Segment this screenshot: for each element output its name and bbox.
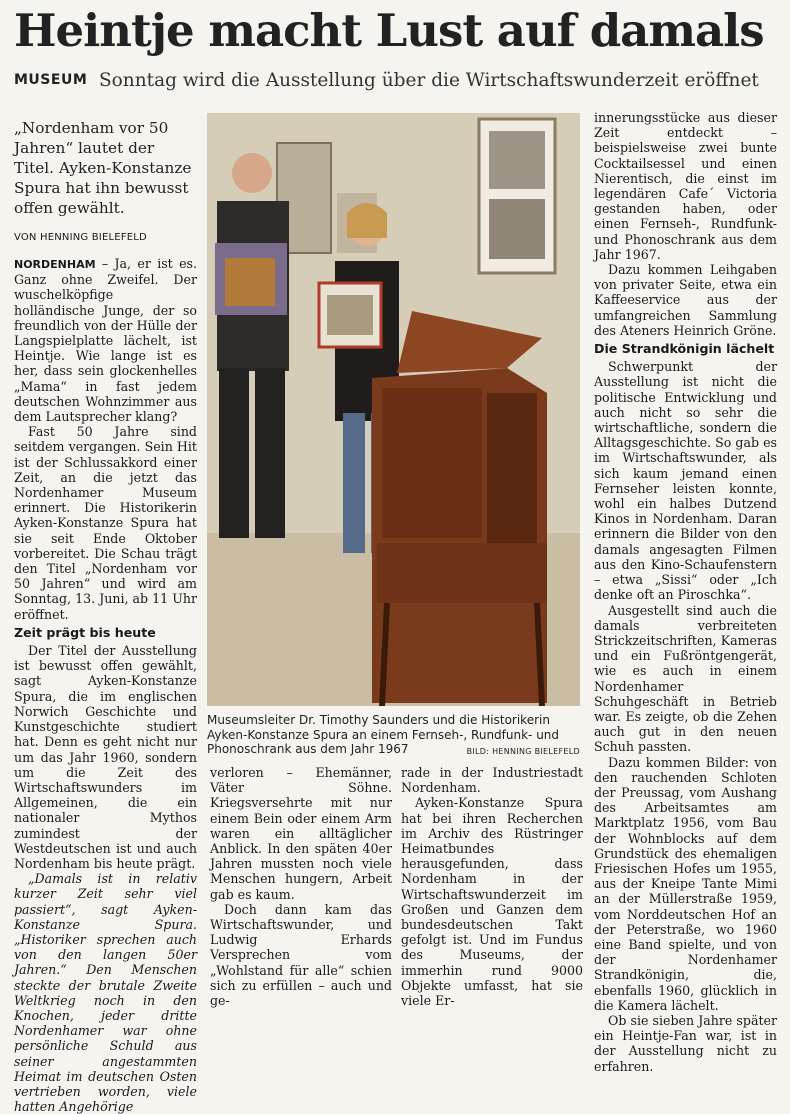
article-photo xyxy=(207,113,580,706)
dateline: NORDENHAM xyxy=(14,258,96,271)
paragraph: Der Titel der Ausstellung ist bewusst offen gewählt, sagt Ayken-Konstanze Spura, die im englischen Norwich Geschichte und Kunstgeschichte studiert hat. Denn es geht nicht nur um das Jahr 1960, sondern um die Zeit des Wirtschaftswunders im Allgemeinen, die ein nationaler Mythos zumindest der Westdeutschen ist und auch Nordenham bis heute prägt. xyxy=(14,643,197,871)
photo-caption xyxy=(207,713,580,760)
paragraph: rade in der Industriestadt Nordenham. xyxy=(401,765,583,796)
subheading: Zeit prägt bis heute xyxy=(14,624,156,640)
article-column-3 xyxy=(401,765,583,1008)
paragraph: Ausgestellt sind auch die damals verbreiteten Strickzeitschriften, Kameras und ein Fußröntgengerät, wie es auch in einem Nordenhamer Schuhgeschäft in Betrieb war. Es zeigte, ob die Zehen auch gut in den neuen Schuh passten. xyxy=(594,602,777,755)
paragraph: verloren – Ehemänner, Väter Söhne. Kriegsversehrte mit nur einem Bein oder einem Arm waren ein alltäglicher Anblick. In den späten 40er Jahren mussten noch viele Menschen hungern, Arbeit gab es kaum. xyxy=(210,765,392,902)
section-kicker: MUSEUM xyxy=(14,72,88,88)
paragraph: Ayken-Konstanze Spura hat bei ihren Recherchen im Archiv des Rüstringer Heimatbundes herausgefunden, dass Nordenham in der Wirtschaftswunderzeit im Großen und Ganzen dem bundesdeutschen Takt gefolgt ist. Und im Fundus des Museums, der immerhin rund 9000 Objekte umfasst, hat sie viele Er- xyxy=(401,795,583,1009)
subheading: Die Strandkönigin lächelt xyxy=(594,341,775,357)
byline: VON HENNING BIELEFELD xyxy=(14,232,147,243)
paragraph: Dazu kommen Leihgaben von privater Seite, etwa ein Kaffeeservice aus der umfangreichen Sammlung des Ateners Heinrich Gröne. xyxy=(594,262,777,338)
paragraph: Doch dann kam das Wirtschaftswunder, und Ludwig Erhards Versprechen vom „Wohlstand für alle“ schien sich zu erfüllen – auch und ge- xyxy=(210,901,392,1009)
paragraph: Schwerpunkt der Ausstellung ist nicht die politische Entwicklung und auch nicht so sehr die wirtschaftliche, sondern die Alltagsgeschichte. So gab es im Wirtschaftswunder, als sich kaum jemand einen Fernseher leisten konnte, wohl ein halbes Dutzend Kinos in Nordenham. Daran erinnern die Bilder von den damals angesagten Filmen aus den Kino-Schaufenstern – etwa „Sissi“ oder „Ich denke oft an Piroschka“. xyxy=(594,359,777,603)
article-column-1 xyxy=(14,256,197,1114)
headline: Heintje macht Lust auf damals xyxy=(14,4,764,57)
paragraph: „Damals ist in relativ kurzer Zeit sehr viel passiert“, sagt Ayken-Konstanze Spura. „Historiker sprechen auch von den langen 50er Jahren.“ Den Menschen steckte der brutale Zweite Weltkrieg noch in den Knochen, jeder dritte Nordenhamer war ohne persönliche Schuld aus seiner angestammten Heimat im deutschen Osten vertrieben worden, viele hatten Angehörige xyxy=(14,871,197,1114)
photo-illustration xyxy=(207,113,580,706)
subheadline: Sonntag wird die Ausstellung über die Wirtschaftswunderzeit eröffnet xyxy=(99,70,759,91)
article-column-4 xyxy=(594,110,777,1074)
paragraph: Fast 50 Jahre sind seitdem vergangen. Sein Hit ist der Schlussakkord einer Zeit, an die jetzt das Nordenhamer Museum erinnert. Die Historikerin Ayken-Konstanze Spura hat sie seit Ende Oktober vorbereitet. Die Schau trägt den Titel „Nordenham vor 50 Jahren“ und wird am Sonntag, 13. Juni, ab 11 Uhr eröffnet. xyxy=(14,424,197,622)
caption-text: Museumsleiter Dr. Timothy Saunders und die Historikerin Ayken-Konstanze Spura an einem Fernseh-, Rundfunk- und Phonoschrank aus dem Jahr 1967 xyxy=(207,713,560,756)
article-column-2 xyxy=(210,765,392,1008)
lead-paragraph: „Nordenham vor 50 Jahren“ lautet der Titel. Ayken-Konstanze Spura hat ihn bewusst offen gewählt. xyxy=(14,119,192,217)
paragraph-text: – Ja, er ist es. Ganz ohne Zweifel. Der wuschelköpfige holländische Junge, der so freundlich von der Hülle der Langspielplatte lächelt, ist Heintje. Wie lange ist es her, dass sein glockenhelles „Mama“ in fast jedem deutschen Wohnzimmer aus dem Lautsprecher klang? xyxy=(14,256,197,425)
paragraph: innerungsstücke aus dieser Zeit entdeckt – beispielsweise zwei bunte Cocktailsessel und einen Nierentisch, die einst im legendären Cafe´ Victoria gestanden haben, oder einen Fernseh-, Rundfunk- und Phonoschrank aus dem Jahr 1967. xyxy=(594,110,777,262)
paragraph xyxy=(14,256,197,424)
paragraph: Ob sie sieben Jahre später ein Heintje-Fan war, ist in der Ausstellung nicht zu erfahren. xyxy=(594,1012,777,1074)
paragraph: Dazu kommen Bilder: von den rauchenden Schloten der Preussag, vom Aushang des Arbeitsamtes am Marktplatz 1956, vom Bau der Wohnblocks auf dem Grundstück des ehemaligen Friesischen Hofes um 1955, aus der Kneipe Tante Mimi an der Müllerstraße 1959, vom Norddeutschen Hof an der Peterstraße, wo 1960 eine Band spielte, und von der Nordenhamer Strandkönigin, die, ebenfalls 1960, glücklich in die Kamera lächelt. xyxy=(594,754,777,1013)
photo-credit: BILD: HENNING BIELEFELD xyxy=(466,747,580,756)
